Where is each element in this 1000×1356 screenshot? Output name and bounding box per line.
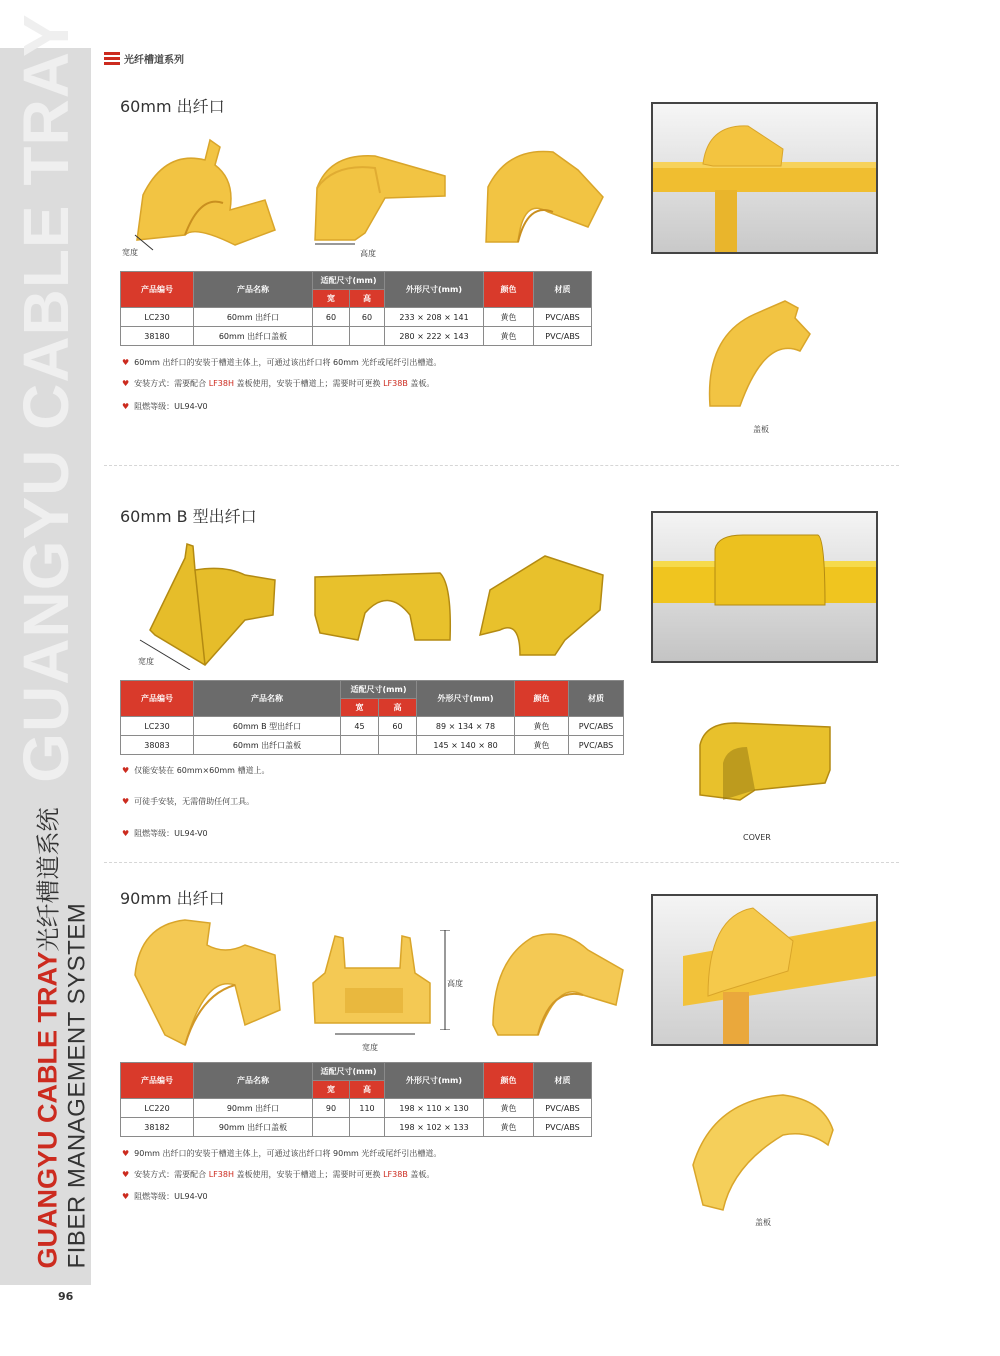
- spec-table-60mm: [120, 271, 592, 346]
- product-image-60mm-b-side: [135, 540, 285, 670]
- product-image-90mm-side: [125, 915, 285, 1050]
- installation-photo-90mm: [651, 894, 878, 1046]
- th-fit-w: 宽: [313, 1081, 350, 1099]
- section-title-60mm: 60mm 出纤口: [120, 97, 225, 116]
- th-outer: 外形尺寸(mm): [385, 1063, 484, 1099]
- cover-label: 盖板: [755, 1218, 771, 1227]
- th-outer: 外形尺寸(mm): [417, 681, 515, 717]
- th-fit: 适配尺寸(mm): [341, 681, 417, 699]
- cover-label: 盖板: [753, 425, 769, 434]
- section-title-60mm-b: 60mm B 型出纤口: [120, 507, 257, 526]
- section-title-90mm: 90mm 出纤口: [120, 889, 225, 908]
- section-divider: [104, 862, 899, 863]
- section-divider: [104, 465, 899, 466]
- product-image-60mm-b-front: [310, 565, 455, 650]
- installation-photo-60mm-b: [651, 511, 878, 663]
- brand-subtitle: FIBER MANAGEMENT SYSTEM: [63, 902, 91, 1269]
- side-title: [30, 798, 90, 1278]
- dim-label-height: 高度: [360, 249, 376, 258]
- note-item: ♥ 仅能安装在 60mm×60mm 槽道上。: [122, 766, 270, 775]
- th-name: 产品名称: [194, 1063, 313, 1099]
- page-number: 96: [58, 1290, 74, 1303]
- product-image-60mm-side: [125, 135, 285, 255]
- product-image-60mm-b-top: [475, 550, 610, 660]
- dim-label-width: 宽度: [122, 248, 138, 257]
- note-item: ♥ 阻燃等级：UL94-V0: [122, 1192, 208, 1201]
- th-name: 产品名称: [194, 272, 313, 308]
- dim-label-width: 宽度: [138, 657, 154, 666]
- th-material: 材质: [569, 681, 624, 717]
- note-item: ♥ 可徒手安装，无需借助任何工具。: [122, 797, 255, 806]
- th-fit-h: 高: [350, 290, 385, 308]
- th-model: 产品编号: [121, 1063, 194, 1099]
- th-fit-w: 宽: [341, 699, 379, 717]
- note-item: ♥ 安装方式：需要配合 LF38H 盖板使用，安装于槽道上；需要时可更换 LF38B 盖板。: [122, 379, 435, 388]
- note-item: ♥ 90mm 出纤口的安装于槽道主体上，可通过该出纤口将 90mm 光纤或尾纤引出槽道。: [122, 1149, 442, 1158]
- th-material: 材质: [534, 272, 592, 308]
- cover-image-60mm-b: [695, 715, 835, 805]
- th-fit-h: 高: [379, 699, 417, 717]
- th-color: 颜色: [484, 272, 534, 308]
- spec-table-90mm: [120, 1062, 592, 1137]
- th-color: 颜色: [484, 1063, 534, 1099]
- th-fit: 适配尺寸(mm): [313, 272, 385, 290]
- th-model: 产品编号: [121, 681, 194, 717]
- product-image-90mm-front: [305, 928, 440, 1038]
- table-row: LC220 90mm 出纤口 90 110 198 × 110 × 130 黄色 PVC/ABS: [121, 1099, 592, 1118]
- th-model: 产品编号: [121, 272, 194, 308]
- note-item: ♥ 60mm 出纤口的安装于槽道主体上，可通过该出纤口将 60mm 光纤或尾纤引出槽道。: [122, 358, 442, 367]
- table-row: 38180 60mm 出纤口盖板 280 × 222 × 143 黄色 PVC/ABS: [121, 327, 592, 346]
- table-row: 38182 90mm 出纤口盖板 198 × 102 × 133 黄色 PVC/ABS: [121, 1118, 592, 1137]
- side-band: [0, 13, 91, 1285]
- product-image-60mm-front: [305, 148, 455, 248]
- spec-table-60mm-b: [120, 680, 624, 755]
- product-image-90mm-top: [488, 925, 628, 1040]
- th-name: 产品名称: [194, 681, 341, 717]
- note-item: ♥ 阻燃等级：UL94-V0: [122, 829, 208, 838]
- product-image-60mm-top: [478, 142, 608, 252]
- th-outer: 外形尺寸(mm): [385, 272, 484, 308]
- dim-label-height: 高度: [447, 979, 463, 988]
- cover-label: COVER: [743, 833, 771, 842]
- note-item: ♥ 安装方式：需要配合 LF38H 盖板使用，安装于槽道上；需要时可更换 LF38B 盖板。: [122, 1170, 435, 1179]
- series-label: 光纤槽道系列: [124, 54, 184, 66]
- note-item: ♥ 阻燃等级：UL94-V0: [122, 402, 208, 411]
- dim-label-width: 宽度: [362, 1043, 378, 1052]
- side-watermark: GUANGYU CABLE TRAY: [10, 13, 82, 783]
- th-fit-h: 高: [350, 1081, 385, 1099]
- table-row: LC230 60mm 出纤口 60 60 233 × 208 × 141 黄色 PVC/ABS: [121, 308, 592, 327]
- series-icon: [104, 52, 120, 64]
- cover-image-90mm: [688, 1085, 838, 1215]
- table-row: 38083 60mm 出纤口盖板 145 × 140 × 80 黄色 PVC/ABS: [121, 736, 624, 755]
- cover-image-60mm: [700, 296, 820, 411]
- installation-photo-60mm: [651, 102, 878, 254]
- page-header: [104, 51, 184, 65]
- th-fit-w: 宽: [313, 290, 350, 308]
- th-color: 颜色: [515, 681, 569, 717]
- th-fit: 适配尺寸(mm): [313, 1063, 385, 1081]
- brand-name-cn: 光纤槽道系统: [34, 807, 63, 952]
- th-material: 材质: [534, 1063, 592, 1099]
- table-row: LC230 60mm B 型出纤口 45 60 89 × 134 × 78 黄色 PVC/ABS: [121, 717, 624, 736]
- brand-name: GUANGYU CABLE TRAY: [32, 951, 63, 1269]
